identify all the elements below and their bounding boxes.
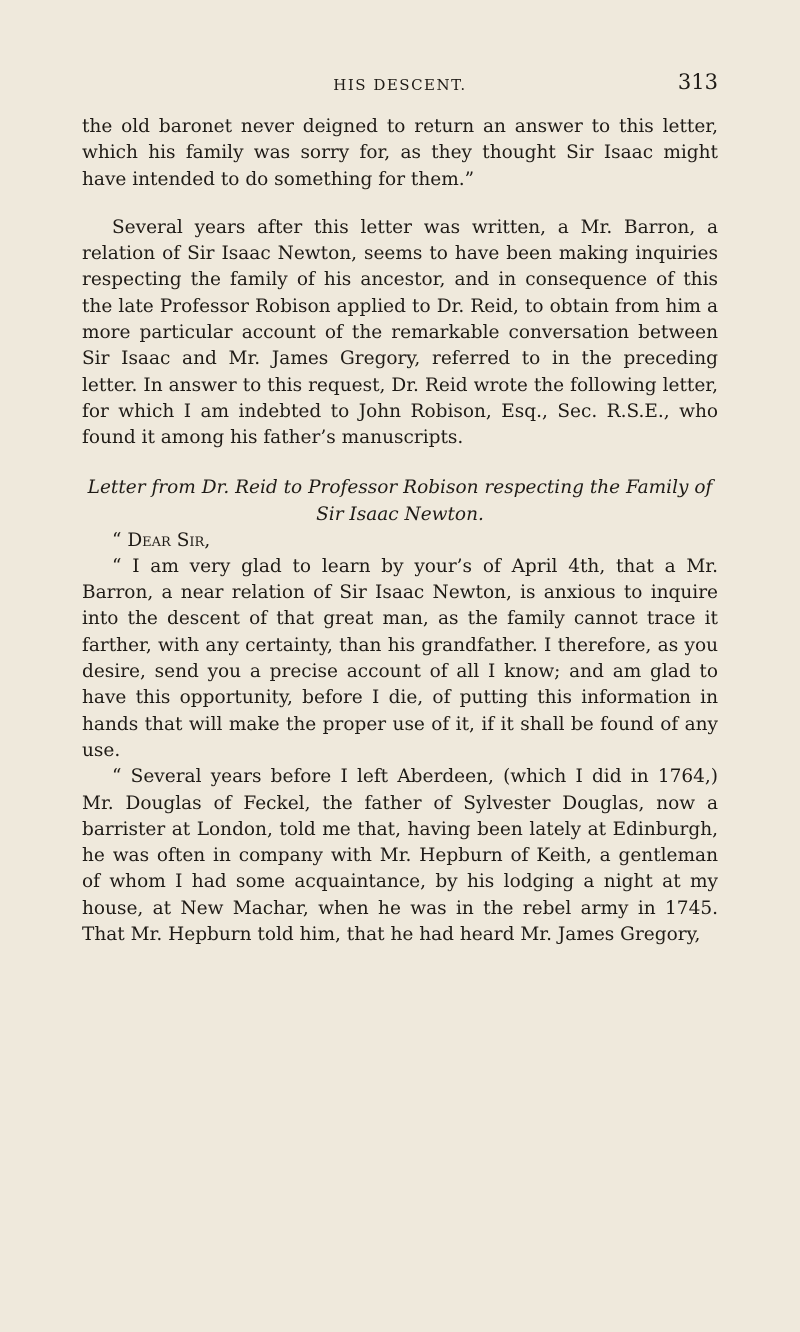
paragraph-gap (82, 452, 718, 474)
page-number: 313 (677, 70, 718, 94)
running-title: HIS DESCENT. (333, 76, 467, 94)
letter-heading: Letter from Dr. Reid to Professor Robison respecting the Family of Sir Isaac Newton. (87, 476, 713, 525)
running-head (82, 70, 718, 114)
paragraph-continuation: the old baronet never deigned to return an answer to this letter, which his family was sorry for, as they thought Sir Isaac might have intended to do something for them.” (82, 116, 718, 190)
paragraph-gap (82, 193, 718, 215)
letter-salutation: “ Dear Sir, (112, 529, 211, 551)
letter-paragraph-2: “ Several years before I left Aberdeen, (which I did in 1764,) Mr. Douglas of Feckel, the father of Sylvester Douglas, now a barrister at London, told me that, having been lately at Edinburgh, he was often in company with Mr. Hepburn of Keith, a gentleman of whom I had some acquaintance, by his lodging a night at my house, at New Machar, when he was in the rebel army in 1745. That Mr. Hepburn told him, that he had heard Mr. James Gregory, (82, 766, 718, 946)
paragraph-barron-inquiry: Several years after this letter was written, a Mr. Barron, a relation of Sir Isaac Newton, seems to have been making inquiries respecting the family of his ancestor, and in consequence of this the late Professor Robison applied to Dr. Reid, to obtain from him a more particular account of the remarkable conversation between Sir Isaac and Mr. James Gregory, referred to in the preceding letter. In answer to this request, Dr. Reid wrote the following letter, for which I am indebted to John Robison, Esq., Sec. R.S.E., who found it among his father’s manuscripts. (82, 216, 718, 449)
letter-paragraph-1: “ I am very glad to learn by your’s of April 4th, that a Mr. Barron, a near relation of Sir Isaac Newton, is anxious to inquire into the descent of that great man, as the family cannot trace it farther, with any certainty, than his grandfather. I therefore, as you desire, send you a precise account of all I know; and am glad to have this opportunity, before I die, of putting this information in hands that will make the proper use of it, if it shall be found of any use. (82, 555, 718, 761)
